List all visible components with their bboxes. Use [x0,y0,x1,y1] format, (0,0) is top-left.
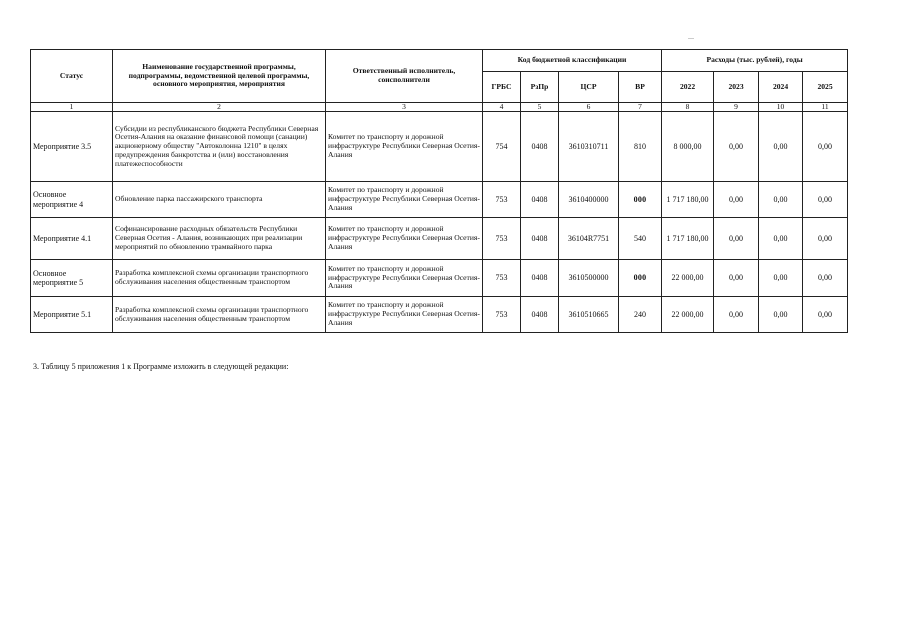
cell-grbs: 753 [483,182,521,218]
header-name: Наименование государственной программы, подпрограммы, ведомственной целевой программы, основного мероприятия, мероприятия [113,50,326,103]
cell-rzpr: 0408 [521,112,559,182]
column-number: 2 [113,103,326,112]
column-number: 9 [714,103,759,112]
cell-2025: 0,00 [803,112,848,182]
header-csr: ЦСР [559,72,619,103]
cell-name: Субсидии из республиканского бюджета Республики Северная Осетия-Алания на оказание финансовой помощи (санации) акционерному обществу "Автоколонна 1210" в целях предупреждения банкротства и (или) восстановления платежеспособности [113,112,326,182]
header-executor: Ответственный исполнитель, соисполнители [326,50,483,103]
cell-status: Основное мероприятие 5 [31,260,113,297]
table-row [31,112,848,182]
header-budget-code: Код бюджетной классификации [483,50,662,72]
header-expenses: Расходы (тыс. рублей), годы [662,50,848,72]
cell-rzpr: 0408 [521,218,559,260]
cell-2022: 22 000,00 [662,297,714,333]
cell-vr: 000 [619,260,662,297]
cell-2024: 0,00 [759,182,803,218]
cell-rzpr: 0408 [521,297,559,333]
cell-executor: Комитет по транспорту и дорожной инфраструктуре Республики Северная Осетия-Алания [326,297,483,333]
cell-2025: 0,00 [803,218,848,260]
column-number: 8 [662,103,714,112]
header-year-2024: 2024 [759,72,803,103]
cell-grbs: 754 [483,112,521,182]
column-number: 5 [521,103,559,112]
cell-vr: 240 [619,297,662,333]
cell-csr: 3610310711 [559,112,619,182]
column-number: 6 [559,103,619,112]
column-number-row [31,103,848,112]
cell-2025: 0,00 [803,297,848,333]
cell-2024: 0,00 [759,112,803,182]
header-year-2023: 2023 [714,72,759,103]
cell-csr: 3610510665 [559,297,619,333]
cell-name: Обновление парка пассажирского транспорта [113,182,326,218]
cell-status: Мероприятие 3.5 [31,112,113,182]
cell-csr: 3610400000 [559,182,619,218]
header-status: Статус [31,50,113,103]
cell-executor: Комитет по транспорту и дорожной инфраструктуре Республики Северная Осетия-Алания [326,260,483,297]
header-grbs: ГРБС [483,72,521,103]
table-row [31,218,848,260]
cell-2023: 0,00 [714,297,759,333]
header-vr: ВР [619,72,662,103]
cell-2023: 0,00 [714,112,759,182]
column-number: 1 [31,103,113,112]
cell-2025: 0,00 [803,260,848,297]
header-rzpr: РзПр [521,72,559,103]
cell-grbs: 753 [483,218,521,260]
cell-2023: 0,00 [714,182,759,218]
column-number: 11 [803,103,848,112]
cell-2022: 8 000,00 [662,112,714,182]
cell-vr: 000 [619,182,662,218]
cell-vr: 810 [619,112,662,182]
cell-rzpr: 0408 [521,182,559,218]
cell-name: Разработка комплексной схемы организации транспортного обслуживания населения общественным транспортом [113,260,326,297]
cell-2024: 0,00 [759,297,803,333]
header-year-2022: 2022 [662,72,714,103]
cell-status: Мероприятие 4.1 [31,218,113,260]
document-note: 3. Таблицу 5 приложения 1 к Программе изложить в следующей редакции: [33,362,289,371]
cell-2024: 0,00 [759,260,803,297]
column-number: 10 [759,103,803,112]
cell-2022: 1 717 180,00 [662,182,714,218]
cell-2024: 0,00 [759,218,803,260]
cell-csr: 36104R7751 [559,218,619,260]
cell-2025: 0,00 [803,182,848,218]
header-row-top [31,50,848,72]
cell-2022: 1 717 180,00 [662,218,714,260]
cell-vr: 540 [619,218,662,260]
header-year-2025: 2025 [803,72,848,103]
column-number: 4 [483,103,521,112]
cell-2022: 22 000,00 [662,260,714,297]
table-row [31,182,848,218]
cell-2023: 0,00 [714,260,759,297]
scan-artifact [688,38,694,39]
budget-table [30,49,848,333]
cell-status: Основное мероприятие 4 [31,182,113,218]
cell-executor: Комитет по транспорту и дорожной инфраструктуре Республики Северная Осетия-Алания [326,182,483,218]
cell-rzpr: 0408 [521,260,559,297]
cell-name: Софинансирование расходных обязательств Республики Северная Осетия - Алания, возникающих при реализации мероприятий по обновлению трамвайного парка [113,218,326,260]
cell-name: Разработка комплексной схемы организации транспортного обслуживания населения общественным транспортом [113,297,326,333]
cell-csr: 3610500000 [559,260,619,297]
cell-grbs: 753 [483,297,521,333]
cell-status: Мероприятие 5.1 [31,297,113,333]
column-number: 7 [619,103,662,112]
cell-executor: Комитет по транспорту и дорожной инфраструктуре Республики Северная Осетия-Алания [326,218,483,260]
cell-executor: Комитет по транспорту и дорожной инфраструктуре Республики Северная Осетия-Алания [326,112,483,182]
column-number: 3 [326,103,483,112]
table-row [31,260,848,297]
table-row [31,297,848,333]
cell-2023: 0,00 [714,218,759,260]
cell-grbs: 753 [483,260,521,297]
